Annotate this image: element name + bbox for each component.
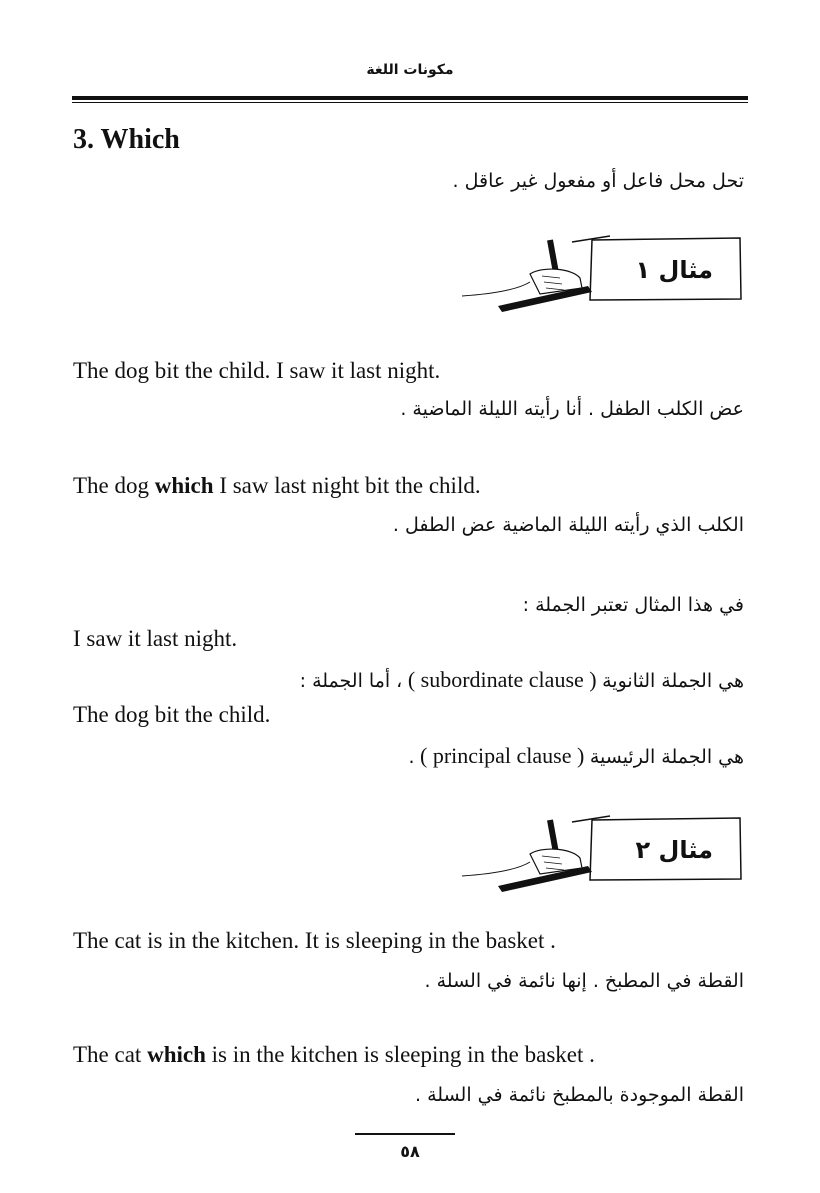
example-2-box (462, 814, 747, 894)
subordinate-clause-example: I saw it last night. (73, 626, 238, 651)
example-2-sentence-2-ar: القطة الموجودة بالمطبخ نائمة في السلة . (415, 1084, 744, 1106)
header-rule (72, 96, 748, 100)
principal-clause-example: The dog bit the child. (73, 702, 271, 727)
example-2-sentence-2: The cat which is in the kitchen is sleeping in the basket . (73, 1042, 595, 1067)
example-2-sentence-1: The cat is in the kitchen. It is sleeping in the basket . (73, 928, 556, 953)
example-1-label: مثال ١ (635, 256, 713, 284)
example-2-sentence-1-ar: القطة في المطبخ . إنها نائمة في السلة . (424, 970, 744, 992)
keyword-which: which (154, 473, 214, 498)
example-1-box (462, 234, 747, 314)
keyword-which: which (147, 1042, 206, 1067)
section-heading: 3. Which (73, 124, 180, 155)
explanation: في هذا المثال تعتبر الجملة : (522, 594, 744, 616)
example-1-sentence-2-ar: الكلب الذي رأيته الليلة الماضية عض الطفل . (392, 514, 744, 536)
example-1-sentence-1-ar: عض الكلب الطفل . أنا رأيته الليلة الماضية . (400, 398, 744, 420)
term-subordinate-clause: ( subordinate clause ) (407, 667, 597, 692)
example-1-sentence-2: The dog which I saw last night bit the child. (73, 473, 481, 498)
running-header: مكونات اللغة (366, 62, 454, 78)
term-principal-clause: ( principal clause ) (420, 743, 585, 768)
principal-clause-note: هي الجملة الرئيسية ( principal clause ) . (408, 743, 744, 768)
example-1-sentence-1: The dog bit the child. I saw it last night. (73, 358, 441, 383)
page-number: ٥٨ (400, 1142, 420, 1161)
header-rule-thin (72, 102, 748, 103)
subordinate-clause-note: هي الجملة الثانوية ( subordinate clause ) ، أما الجملة : (299, 667, 744, 692)
footer-rule (355, 1133, 455, 1135)
example-2-label: مثال ٢ (635, 836, 713, 864)
section-intro: تحل محل فاعل أو مفعول غير عاقل . (452, 170, 744, 192)
